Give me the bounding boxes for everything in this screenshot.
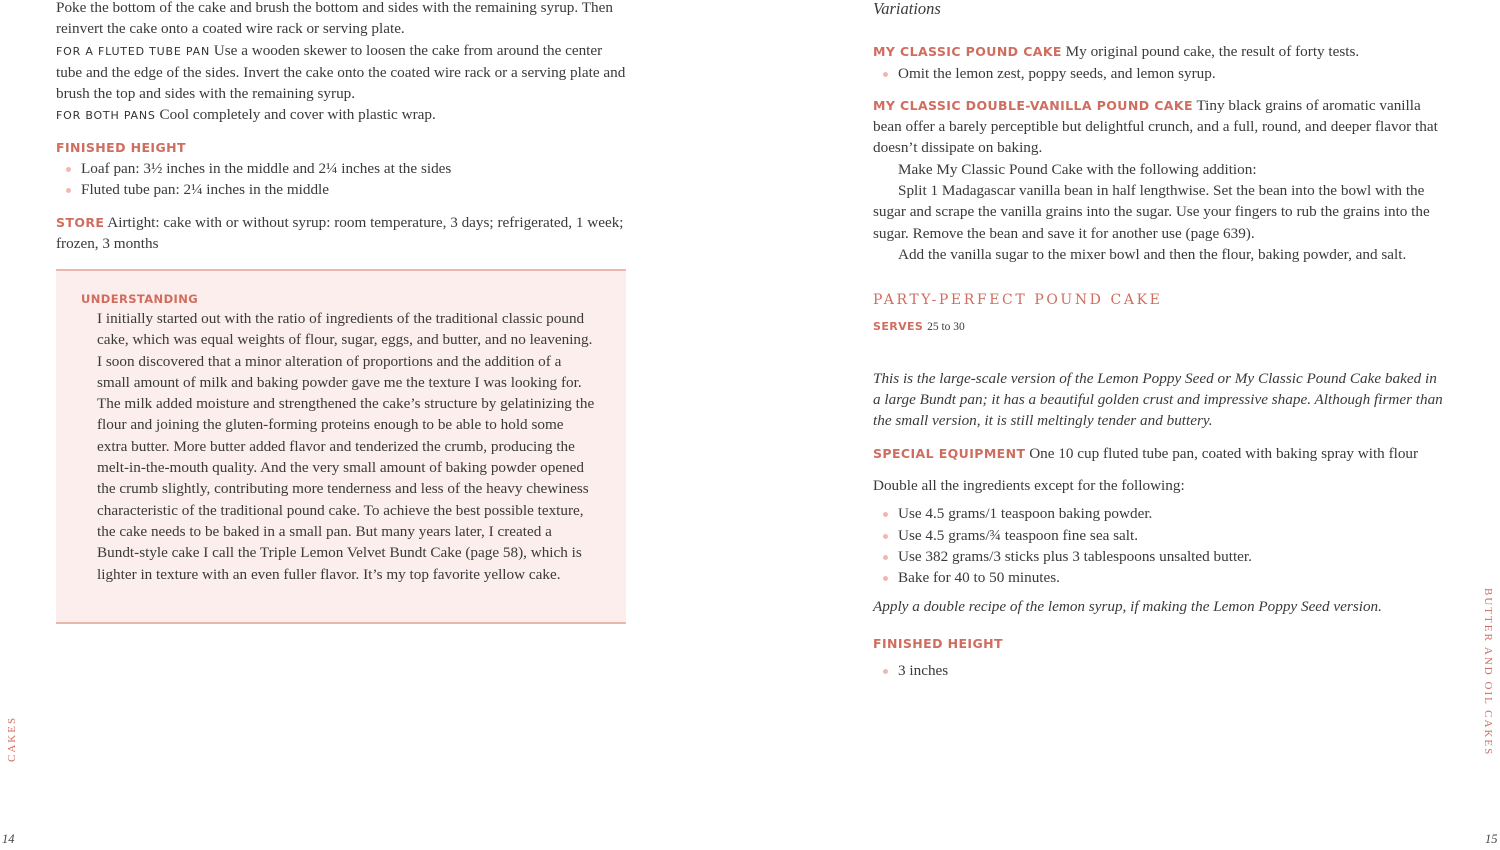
finished-height-heading-right: FINISHED HEIGHT (873, 635, 1003, 651)
list-item: Fluted tube pan: 2¼ inches in the middle (56, 179, 628, 200)
page-number-left: 14 (2, 832, 15, 846)
list-item: Use 382 grams/3 sticks plus 3 tablespoons unsalted butter. (873, 546, 1443, 567)
double-ingredients-text: Double all the ingredients except for the following: (873, 477, 1185, 495)
store-text: Airtight: cake with or without syrup: room temperature, 3 days; refrigerated, 1 week; frozen, 3 months (56, 213, 624, 252)
running-head-right: BUTTER AND OIL CAKES (1482, 588, 1494, 757)
equipment-label: SPECIAL EQUIPMENT (873, 445, 1026, 461)
running-head-left: CAKES (6, 715, 18, 762)
double-ingredients-list (873, 503, 1443, 588)
vanilla-variation-paragraph (873, 95, 1443, 159)
serves-line (873, 315, 1443, 338)
understanding-heading: UNDERSTANDING (81, 292, 199, 306)
fluted-pan-label: FOR A FLUTED TUBE PAN (56, 44, 210, 58)
left-page-column (56, 0, 628, 254)
both-pans-paragraph (56, 104, 628, 126)
finished-height-heading: FINISHED HEIGHT (56, 139, 186, 155)
classic-variation-label: MY CLASSIC POUND CAKE (873, 44, 1062, 60)
list-item: Omit the lemon zest, poppy seeds, and lemon syrup. (873, 63, 1443, 84)
classic-variation-text: My original pound cake, the result of forty tests. (1065, 43, 1360, 61)
list-item: Loaf pan: 3½ inches in the middle and 2¼ inches at the sides (56, 158, 628, 179)
finished-height-list-right (873, 660, 1443, 681)
list-item: 3 inches (873, 660, 1443, 681)
vanilla-instruction-1: Make My Classic Pound Cake with the following addition: (898, 160, 1257, 178)
both-pans-text: Cool completely and cover with plastic wrap. (159, 106, 436, 124)
classic-variation-paragraph (873, 41, 1443, 62)
fluted-pan-paragraph (56, 40, 628, 105)
serves-value: 25 to 30 (927, 320, 965, 333)
vanilla-instruction-3: Add the vanilla sugar to the mixer bowl and then the flour, baking powder, and salt. (898, 245, 1407, 263)
party-cake-intro: This is the large-scale version of the Lemon Poppy Seed or My Classic Pound Cake baked in a large Bundt pan; it has a beautiful golden crust and impressive shape. Although firmer than the small version, it is still meltingly tender and buttery. (873, 369, 1443, 430)
fluted-pan-text: Use a wooden skewer to loosen the cake from around the center tube and the edge of the sides. Invert the cake onto the coated wire rack or a serving plate and brush the top and sides with the remaining syrup. (56, 41, 626, 103)
both-pans-label: FOR BOTH PANS (56, 109, 156, 123)
variations-heading: Variations (873, 0, 941, 18)
list-item: Use 4.5 grams/1 teaspoon baking powder. (873, 503, 1443, 524)
understanding-box (56, 269, 626, 624)
store-label: STORE (56, 214, 105, 230)
intro-paragraph: Poke the bottom of the cake and brush the bottom and sides with the remaining syrup. Then reinvert the cake onto a coated wire rack or serving plate. (56, 0, 613, 38)
classic-variation-list (873, 63, 1443, 84)
serves-label: SERVES (873, 319, 924, 333)
understanding-body: I initially started out with the ratio of ingredients of the traditional classic pound cake, which was equal weights of flour, sugar, eggs, and butter, and no leavening. I soon discovered that a minor alteration of proportions and the addition of a small amount of milk and baking powder gave me the texture I was looking for. The milk added moisture and strengthened the cake’s structure by gelatinizing the flour and joining the gluten-forming proteins enough to be able to hold some extra butter. More butter added flavor and tenderized the crumb, producing the melt-in-the-mouth quality. And the very small amount of baking powder opened the crumb slightly, contributing more tenderness and less of the heavy chewiness characteristic of the traditional pound cake. To achieve the best possible texture, the cake needs to be baked in a small pan. But many years later, I created a Bundt-style cake I call the Triple Lemon Velvet Bundt Cake (page 58), which is lighter in texture with an even fuller flavor. It’s my top favorite yellow cake. (97, 310, 595, 583)
party-cake-title: PARTY-PERFECT POUND CAKE (873, 292, 1163, 309)
right-page-column (873, 0, 1443, 681)
vanilla-instruction-2: Split 1 Madagascar vanilla bean in half lengthwise. Set the bean into the bowl with the sugar and scrape the vanilla grains into the sugar. Use your fingers to rub the grains into the sugar. Remove the bean and save it for another use (page 639). (873, 182, 1430, 242)
list-item: Bake for 40 to 50 minutes. (873, 567, 1443, 588)
vanilla-variation-text: Tiny black grains of aromatic vanilla bean offer a barely perceptible but delightful crunch, and a full, round, and deeper flavor that doesn’t dissipate on baking. (873, 96, 1438, 157)
equipment-paragraph (873, 443, 1443, 464)
equipment-text: One 10 cup fluted tube pan, coated with baking spray with flour (1029, 444, 1419, 462)
list-item: Use 4.5 grams/¾ teaspoon fine sea salt. (873, 525, 1443, 546)
store-paragraph (56, 212, 628, 255)
finished-height-list (56, 158, 628, 201)
apply-syrup-note: Apply a double recipe of the lemon syrup, if making the Lemon Poppy Seed version. (873, 597, 1382, 615)
page-number-right: 15 (1485, 832, 1498, 846)
vanilla-variation-label: MY CLASSIC DOUBLE-VANILLA POUND CAKE (873, 97, 1193, 113)
